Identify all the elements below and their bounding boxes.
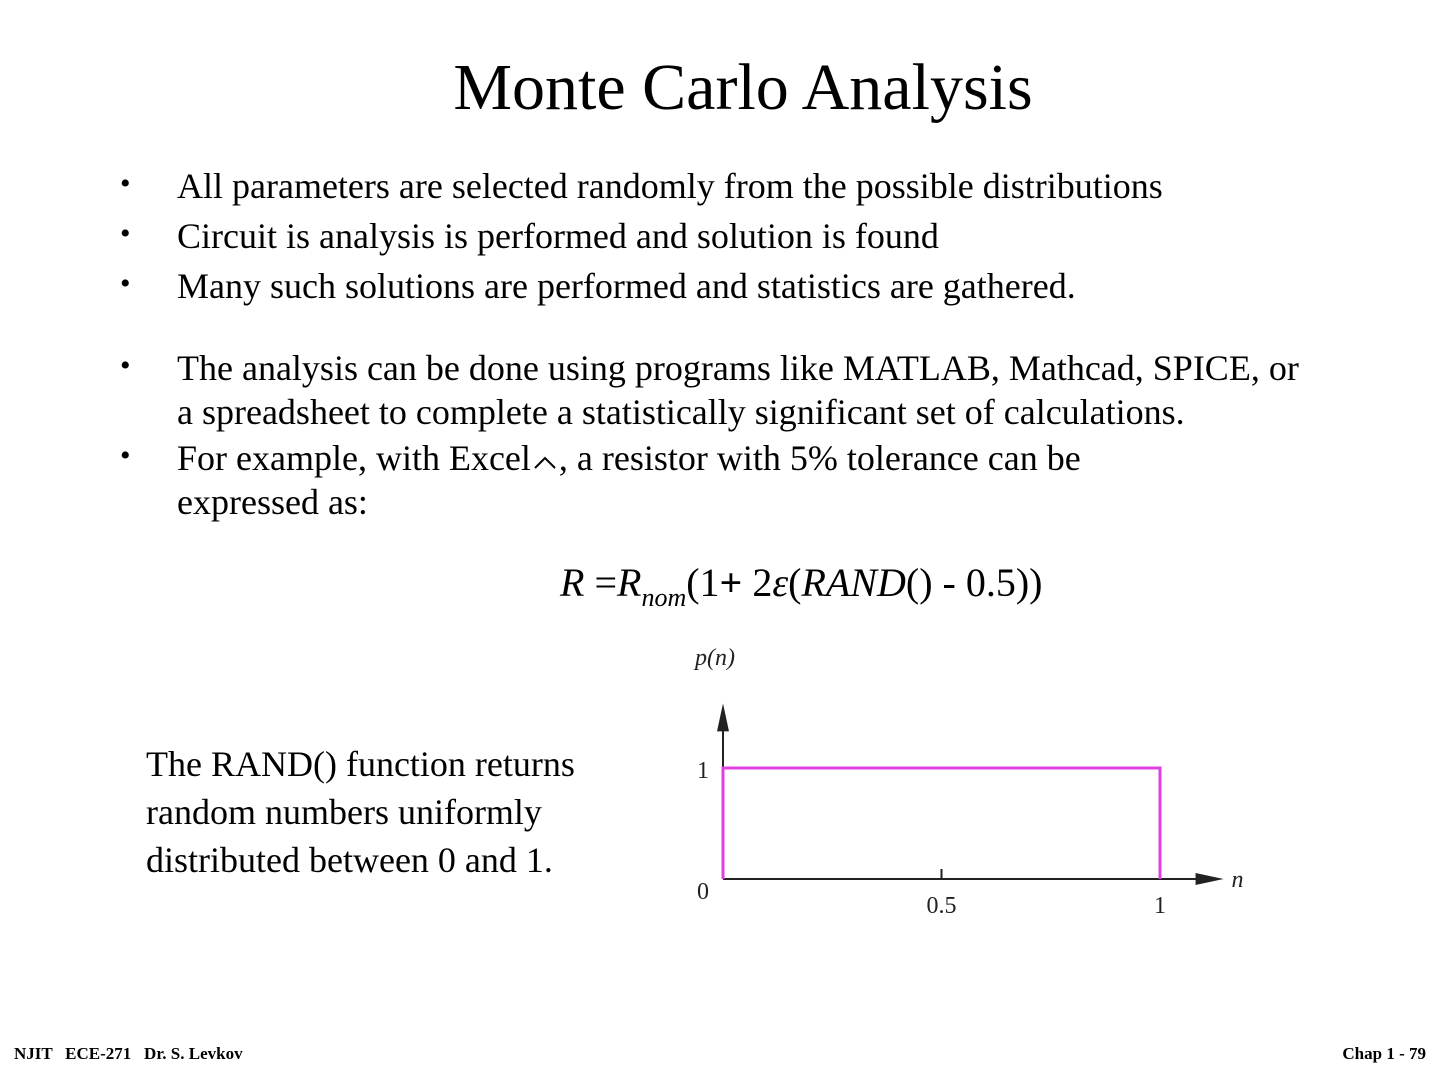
formula-lhs: R bbox=[560, 560, 585, 605]
bullet-item bbox=[120, 346, 1320, 434]
formula-two: 2 bbox=[742, 560, 773, 605]
formula-open: (1 bbox=[686, 560, 720, 605]
bullet-glyph: • bbox=[120, 267, 131, 300]
bullet-item bbox=[120, 164, 1320, 208]
bullet-text: Many such solutions are performed and statistics are gathered. bbox=[177, 266, 1076, 306]
slide-title: Monte Carlo Analysis bbox=[453, 51, 1033, 124]
bullet-glyph: • bbox=[120, 439, 131, 472]
footer-course: NJIT ECE-271 Dr. S. Levkov bbox=[14, 1044, 243, 1063]
formula-minus: - bbox=[942, 560, 956, 605]
formula-r: R bbox=[617, 560, 642, 605]
y-axis-arrow bbox=[717, 703, 729, 731]
formula-equals: = bbox=[594, 560, 617, 605]
x-tick-label: 0.5 bbox=[926, 893, 957, 919]
y-tick-label: 1 bbox=[697, 758, 709, 784]
bullet-item bbox=[120, 214, 1320, 258]
distribution-line bbox=[723, 768, 1160, 879]
formula-epsilon: ε bbox=[772, 560, 789, 605]
bullet-text: Circuit is analysis is performed and solution is found bbox=[177, 216, 939, 256]
bullet-item bbox=[120, 436, 1320, 524]
formula-plus: + bbox=[719, 560, 743, 605]
formula-tail: 0.5)) bbox=[955, 560, 1043, 605]
x-tick-label: 1 bbox=[1154, 893, 1166, 919]
bullet-list bbox=[120, 164, 1320, 524]
formula-rand: RAND bbox=[801, 560, 906, 605]
chart-svg bbox=[690, 636, 1275, 921]
bullet-text-part1: For example, with Excel bbox=[177, 438, 531, 478]
y-axis-label: p(n) bbox=[695, 645, 735, 671]
rand-description: The RAND() function returns random numbers uniformly distributed between 0 and 1. bbox=[146, 744, 575, 880]
formula-paren: ( bbox=[788, 560, 802, 605]
bullet-text: The analysis can be done using programs like MATLAB, Mathcad, SPICE, or a spreadsheet to complete a statistically significant set of calculations. bbox=[177, 348, 1299, 432]
x-axis-label: n bbox=[1231, 867, 1244, 893]
caret-icon bbox=[531, 450, 559, 470]
bullet-item bbox=[120, 264, 1320, 308]
bullet-text-part2: , a resistor with 5% tolerance can be bbox=[558, 438, 1081, 478]
formula-call: () bbox=[905, 560, 933, 605]
x-axis-arrow bbox=[1196, 873, 1224, 885]
bullet-glyph: • bbox=[120, 349, 131, 382]
bullet-glyph: • bbox=[120, 167, 131, 200]
bullet-text-line2: expressed as: bbox=[177, 482, 368, 522]
formula-subscript: nom bbox=[641, 583, 687, 612]
resistor-formula bbox=[560, 558, 1043, 612]
bullet-text: All parameters are selected randomly from the possible distributions bbox=[177, 166, 1163, 206]
origin-label: 0 bbox=[697, 879, 709, 905]
uniform-distribution-chart bbox=[690, 636, 1275, 921]
bullet-glyph: • bbox=[120, 217, 131, 250]
footer-page: Chap 1 - 79 bbox=[1342, 1044, 1426, 1063]
